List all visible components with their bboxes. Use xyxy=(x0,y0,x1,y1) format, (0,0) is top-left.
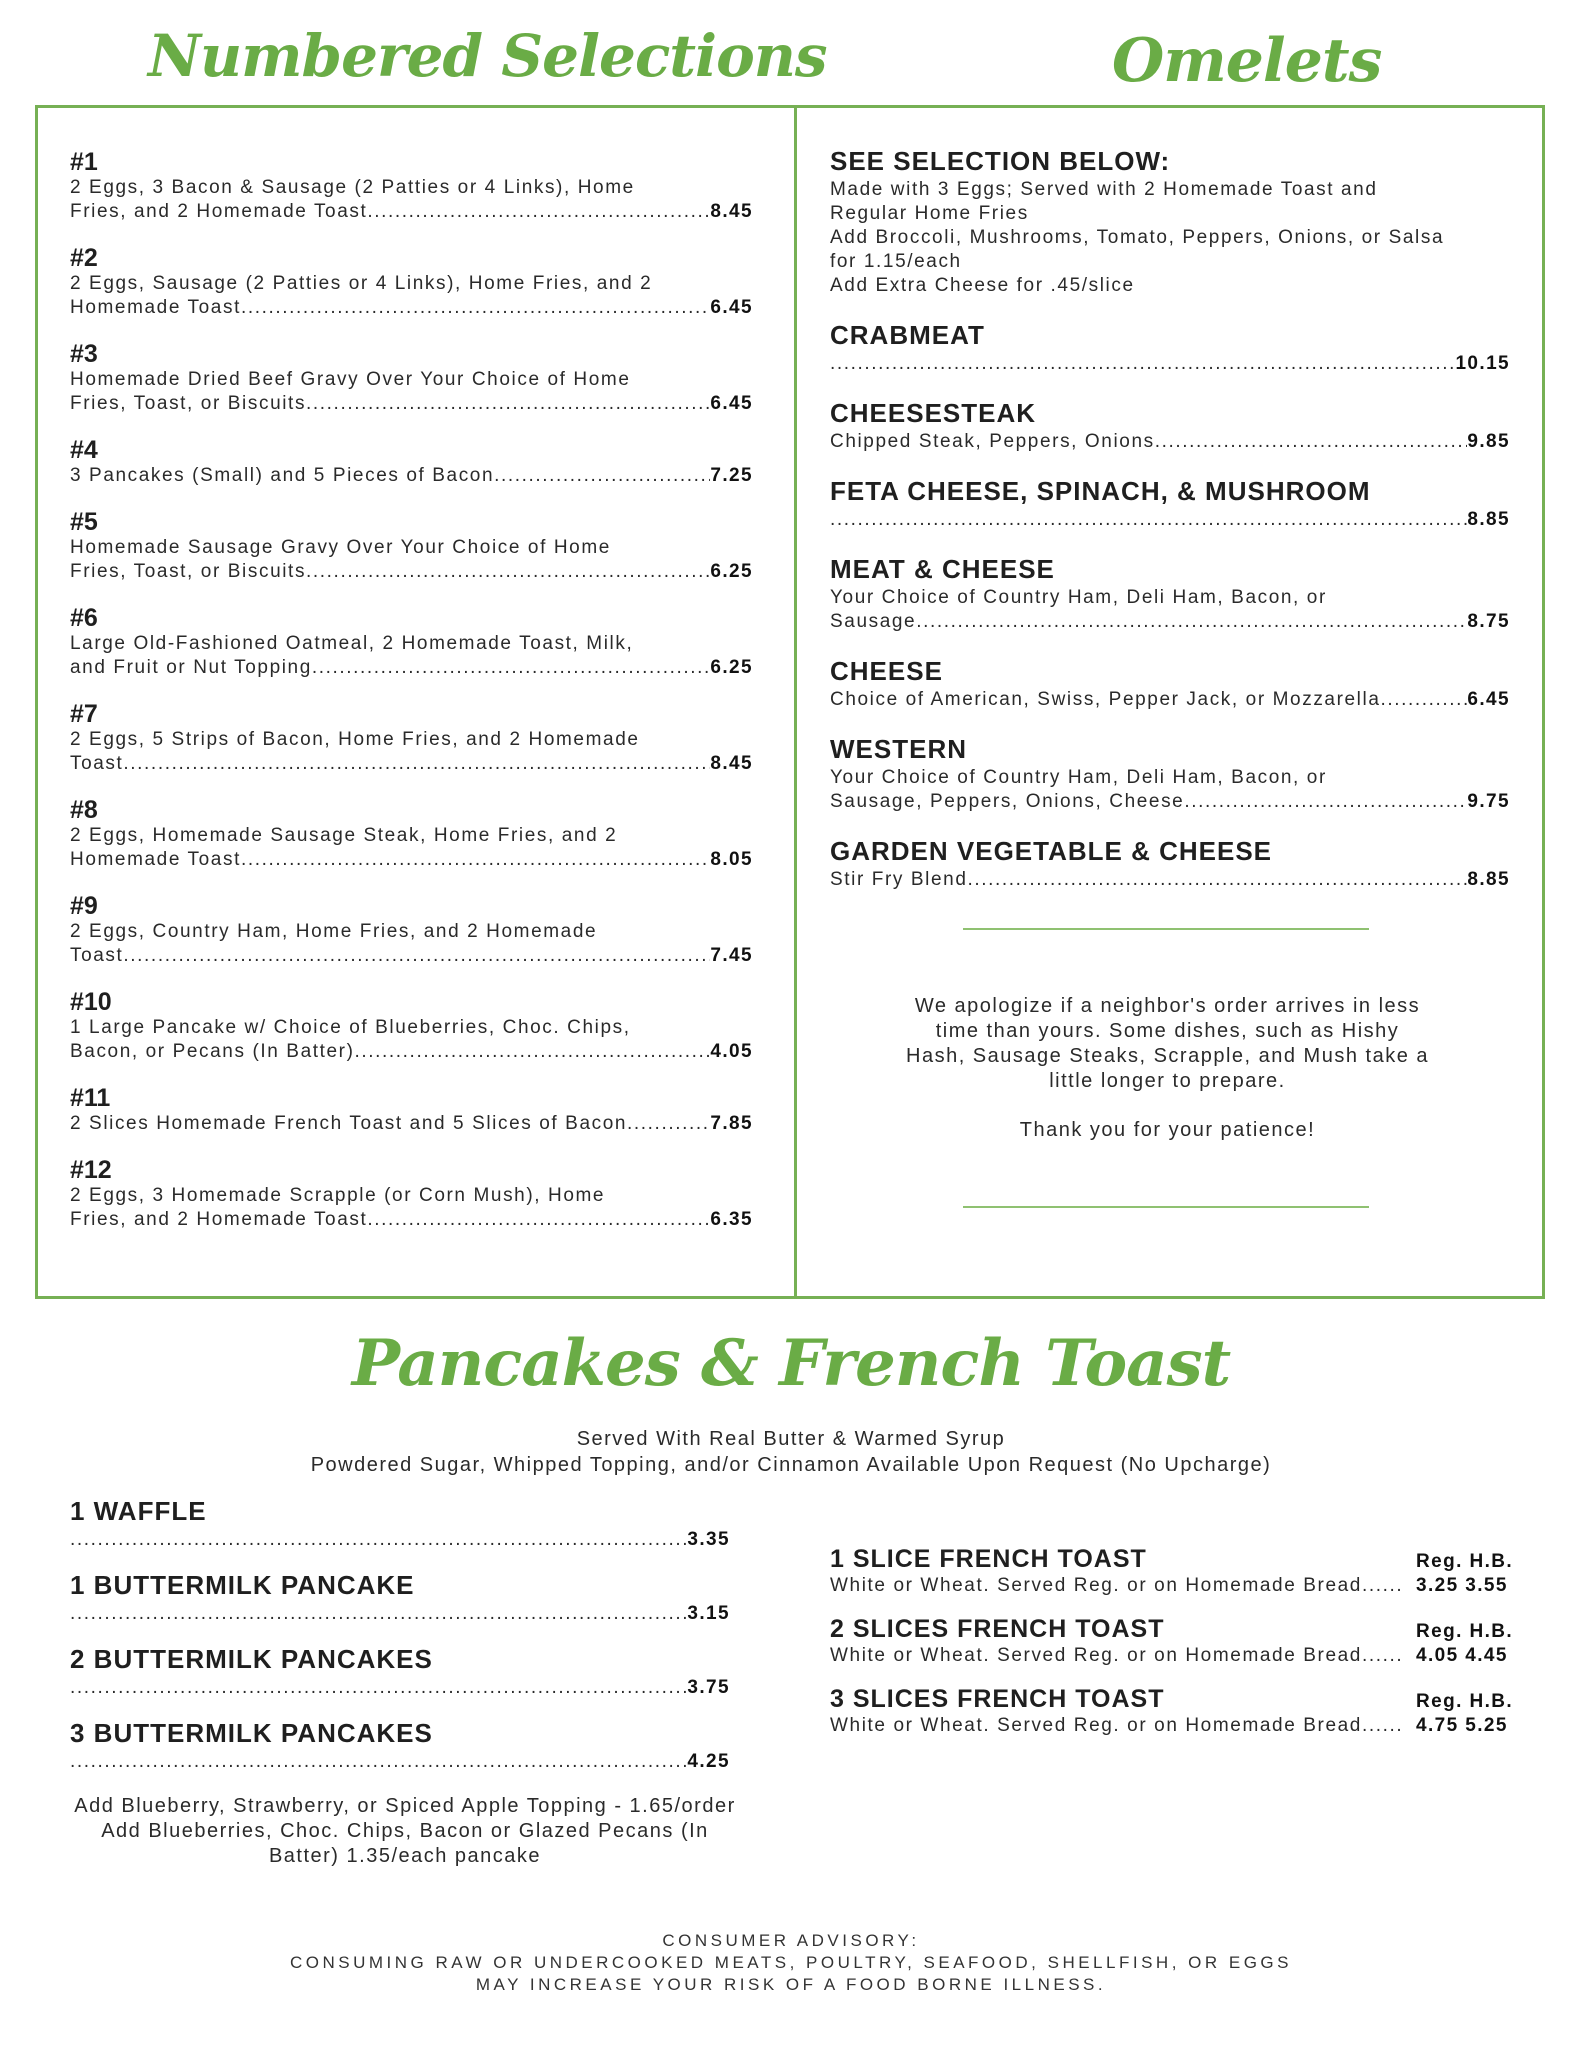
item-name: 3 SLICES FRENCH TOAST xyxy=(830,1685,1165,1713)
omelet-item xyxy=(830,398,1510,454)
numbered-item xyxy=(70,1084,753,1136)
price-line xyxy=(70,1750,730,1774)
price-line xyxy=(70,1040,753,1064)
item-description: Fries, Toast, or Biscuits xyxy=(70,393,307,414)
omelet-items xyxy=(830,320,1510,892)
pancake-item xyxy=(70,1570,730,1626)
omelet-intro xyxy=(830,146,1510,298)
omelet-item xyxy=(830,476,1510,532)
item-price: 6.25 xyxy=(710,657,753,678)
item-price: 8.45 xyxy=(710,753,753,774)
dot-leader xyxy=(70,1528,687,1552)
item-description: Homemade Toast xyxy=(70,849,241,870)
price-line xyxy=(70,464,753,488)
price-header: Reg. H.B. xyxy=(1416,1691,1514,1712)
item-description: White or Wheat. Served Reg. or on Homemade Bread...... xyxy=(830,1645,1404,1666)
item-description: Your Choice of Country Ham, Deli Ham, Bacon, or xyxy=(830,587,1327,608)
dot-leader xyxy=(830,352,1455,376)
item-number: #7 xyxy=(70,700,98,728)
price-column xyxy=(1416,1690,1520,1738)
numbered-item xyxy=(70,892,753,968)
french-toast-item xyxy=(830,1544,1520,1596)
numbered-item xyxy=(70,508,753,584)
item-description: Fries, Toast, or Biscuits xyxy=(70,561,307,582)
item-name: WESTERN xyxy=(830,734,967,764)
pancakes-list xyxy=(70,1496,730,1792)
numbered-item xyxy=(70,436,753,488)
numbered-item xyxy=(70,340,753,416)
item-description: Homemade Sausage Gravy Over Your Choice of Home xyxy=(70,537,611,558)
item-number: #9 xyxy=(70,892,98,920)
item-description: Fries, and 2 Homemade Toast xyxy=(70,1209,368,1230)
price-line xyxy=(830,790,1510,814)
item-description: 3 Pancakes (Small) and 5 Pieces of Bacon xyxy=(70,465,495,486)
dot-leader xyxy=(494,464,710,488)
price-header: Reg. H.B. xyxy=(1416,1551,1514,1572)
item-name: CHEESESTEAK xyxy=(830,398,1037,428)
item-price: 3.35 xyxy=(687,1529,730,1550)
item-description: Bacon, or Pecans (In Batter) xyxy=(70,1041,355,1062)
numbered-item xyxy=(70,700,753,776)
price-line xyxy=(830,430,1510,454)
item-description: 2 Slices Homemade French Toast and 5 Slices of Bacon xyxy=(70,1113,628,1134)
omelet-intro-heading: SEE SELECTION BELOW: xyxy=(830,146,1171,176)
dot-leader xyxy=(1184,790,1467,814)
item-description: Sausage, Peppers, Onions, Cheese xyxy=(830,791,1185,812)
item-name: GARDEN VEGETABLE & CHEESE xyxy=(830,836,1273,866)
item-price: 6.45 xyxy=(1467,689,1510,710)
item-description: Homemade Toast xyxy=(70,297,241,318)
item-price: 3.15 xyxy=(687,1603,730,1624)
french-toast-item xyxy=(830,1684,1520,1736)
pancake-addons xyxy=(40,1794,770,1869)
dot-leader xyxy=(241,296,710,320)
item-number: #2 xyxy=(70,244,98,272)
item-name: MEAT & CHEESE xyxy=(830,554,1055,584)
apology-note xyxy=(880,994,1455,1143)
pancake-item xyxy=(70,1718,730,1774)
item-description: 1 Large Pancake w/ Choice of Blueberries, Choc. Chips, xyxy=(70,1017,631,1038)
item-number: #5 xyxy=(70,508,98,536)
item-description: Chipped Steak, Peppers, Onions xyxy=(830,431,1155,452)
apology-line: We apologize if a neighbor's order arrives in less xyxy=(914,995,1421,1017)
omelet-item xyxy=(830,836,1510,892)
price-line xyxy=(70,296,753,320)
item-prices: 4.05 4.45 xyxy=(1416,1645,1508,1666)
omelet-intro-line: Add Extra Cheese for .45/slice xyxy=(830,275,1135,296)
item-price: 8.85 xyxy=(1467,869,1510,890)
numbered-item xyxy=(70,796,753,872)
dot-leader xyxy=(830,508,1467,532)
omelet-item xyxy=(830,734,1510,814)
price-line xyxy=(70,752,753,776)
pancake-item xyxy=(70,1496,730,1552)
omelets-title: Omelets xyxy=(1112,26,1382,96)
item-description: 2 Eggs, Homemade Sausage Steak, Home Fries, and 2 xyxy=(70,825,618,846)
subtitle-line: Served With Real Butter & Warmed Syrup xyxy=(576,1428,1006,1450)
dot-leader xyxy=(367,1208,710,1232)
thanks-note: Thank you for your patience! xyxy=(1019,1119,1316,1141)
numbered-item xyxy=(70,988,753,1064)
omelet-item xyxy=(830,656,1510,712)
price-line xyxy=(70,1112,753,1136)
price-line xyxy=(70,1528,730,1552)
item-price: 6.35 xyxy=(710,1209,753,1230)
price-line xyxy=(830,352,1510,376)
item-description: Fries, and 2 Homemade Toast xyxy=(70,201,368,222)
omelet-intro-line: Regular Home Fries xyxy=(830,203,1029,224)
item-price: 7.25 xyxy=(710,465,753,486)
item-price: 6.45 xyxy=(710,297,753,318)
dot-leader xyxy=(1381,688,1468,712)
advisory-line: CONSUMING RAW OR UNDERCOOKED MEATS, POULTRY, SEAFOOD, SHELLFISH, OR EGGS xyxy=(289,1953,1292,1972)
advisory-line: MAY INCREASE YOUR RISK OF A FOOD BORNE ILLNESS. xyxy=(475,1975,1107,1994)
dot-leader xyxy=(306,560,710,584)
item-price: 3.75 xyxy=(687,1677,730,1698)
pancakes-subtitle xyxy=(0,1426,1582,1478)
item-prices: 3.25 3.55 xyxy=(1416,1575,1508,1596)
item-description: White or Wheat. Served Reg. or on Homemade Bread...... xyxy=(830,1715,1404,1736)
item-description: 2 Eggs, Sausage (2 Patties or 4 Links), Home Fries, and 2 xyxy=(70,273,653,294)
price-line xyxy=(70,848,753,872)
item-price: 8.85 xyxy=(1467,509,1510,530)
pancake-item xyxy=(70,1644,730,1700)
item-number: #1 xyxy=(70,148,98,176)
numbered-item xyxy=(70,1156,753,1232)
item-price: 8.05 xyxy=(710,849,753,870)
dot-leader xyxy=(968,868,1468,892)
item-description: 2 Eggs, 5 Strips of Bacon, Home Fries, and 2 Homemade xyxy=(70,729,640,750)
divider-rule xyxy=(963,1206,1369,1208)
item-name: 1 SLICE FRENCH TOAST xyxy=(830,1545,1147,1573)
omelet-intro-line: for 1.15/each xyxy=(830,251,962,272)
item-price: 10.15 xyxy=(1455,353,1510,374)
dot-leader xyxy=(70,1750,687,1774)
price-column xyxy=(1416,1620,1520,1668)
pancakes-french-toast-title: Pancakes & French Toast xyxy=(351,1326,1231,1401)
dot-leader xyxy=(123,752,710,776)
advisory-line: CONSUMER ADVISORY: xyxy=(662,1931,920,1950)
item-number: #8 xyxy=(70,796,98,824)
price-line xyxy=(830,688,1510,712)
price-line xyxy=(70,1676,730,1700)
dot-leader xyxy=(123,944,710,968)
item-price: 8.75 xyxy=(1467,611,1510,632)
item-price: 8.45 xyxy=(710,201,753,222)
addon-line: Add Blueberries, Choc. Chips, Bacon or Glazed Pecans (In xyxy=(101,1820,709,1842)
item-description: 2 Eggs, Country Ham, Home Fries, and 2 Homemade xyxy=(70,921,598,942)
item-description: 2 Eggs, 3 Homemade Scrapple (or Corn Mush), Home xyxy=(70,1185,606,1206)
omelet-item xyxy=(830,320,1510,376)
dot-leader xyxy=(70,1676,687,1700)
dot-leader xyxy=(306,392,710,416)
addon-line: Batter) 1.35/each pancake xyxy=(268,1845,542,1867)
item-description: Homemade Dried Beef Gravy Over Your Choice of Home xyxy=(70,369,631,390)
item-name: 2 SLICES FRENCH TOAST xyxy=(830,1615,1165,1643)
item-price: 7.85 xyxy=(710,1113,753,1134)
dot-leader xyxy=(916,610,1467,634)
column-divider xyxy=(794,108,797,1296)
omelets-list xyxy=(830,146,1510,914)
item-description: Stir Fry Blend xyxy=(830,869,968,890)
apology-line: little longer to prepare. xyxy=(1049,1070,1286,1092)
numbered-item xyxy=(70,604,753,680)
item-description: White or Wheat. Served Reg. or on Homemade Bread...... xyxy=(830,1575,1404,1596)
dot-leader xyxy=(627,1112,710,1136)
price-line xyxy=(830,868,1510,892)
price-line xyxy=(70,1602,730,1626)
item-price: 4.25 xyxy=(687,1751,730,1772)
item-price: 9.75 xyxy=(1467,791,1510,812)
apology-line: time than yours. Some dishes, such as Hishy xyxy=(935,1020,1400,1042)
item-number: #10 xyxy=(70,988,112,1016)
price-line xyxy=(830,508,1510,532)
item-name: CHEESE xyxy=(830,656,943,686)
price-column xyxy=(1416,1550,1520,1598)
price-header: Reg. H.B. xyxy=(1416,1621,1514,1642)
item-number: #4 xyxy=(70,436,98,464)
price-line xyxy=(70,944,753,968)
french-toast-list xyxy=(830,1544,1520,1754)
item-description: Your Choice of Country Ham, Deli Ham, Bacon, or xyxy=(830,767,1327,788)
apology-line: Hash, Sausage Steaks, Scrapple, and Mush take a xyxy=(906,1045,1429,1067)
item-name: 1 BUTTERMILK PANCAKE xyxy=(70,1570,415,1600)
omelet-intro-line: Made with 3 Eggs; Served with 2 Homemade Toast and xyxy=(830,179,1378,200)
item-name: 2 BUTTERMILK PANCAKES xyxy=(70,1644,433,1674)
item-price: 6.45 xyxy=(710,393,753,414)
dot-leader xyxy=(241,848,710,872)
item-description: Toast xyxy=(70,945,124,966)
item-price: 4.05 xyxy=(710,1041,753,1062)
dot-leader xyxy=(312,656,711,680)
price-line xyxy=(70,656,753,680)
price-line xyxy=(70,560,753,584)
item-description: Toast xyxy=(70,753,124,774)
numbered-selections-title: Numbered Selections xyxy=(148,22,827,90)
dot-leader xyxy=(367,200,710,224)
dot-leader xyxy=(355,1040,711,1064)
item-description: Choice of American, Swiss, Pepper Jack, or Mozzarella xyxy=(830,689,1381,710)
omelet-item xyxy=(830,554,1510,634)
dot-leader xyxy=(70,1602,687,1626)
item-number: #11 xyxy=(70,1084,111,1112)
item-name: 3 BUTTERMILK PANCAKES xyxy=(70,1718,433,1748)
subtitle-line: Powdered Sugar, Whipped Topping, and/or Cinnamon Available Upon Request (No Upcharge) xyxy=(310,1454,1272,1476)
item-name: FETA CHEESE, SPINACH, & MUSHROOM xyxy=(830,476,1371,506)
item-number: #6 xyxy=(70,604,98,632)
dot-leader xyxy=(1155,430,1468,454)
item-name: 1 WAFFLE xyxy=(70,1496,207,1526)
item-description: Sausage xyxy=(830,611,917,632)
item-description: 2 Eggs, 3 Bacon & Sausage (2 Patties or 4 Links), Home xyxy=(70,177,635,198)
omelet-intro-line: Add Broccoli, Mushrooms, Tomato, Peppers, Onions, or Salsa xyxy=(830,227,1445,248)
item-price: 6.25 xyxy=(710,561,753,582)
french-toast-item xyxy=(830,1614,1520,1666)
item-number: #12 xyxy=(70,1156,112,1184)
item-number: #3 xyxy=(70,340,98,368)
addon-line: Add Blueberry, Strawberry, or Spiced Apple Topping - 1.65/order xyxy=(74,1795,736,1817)
divider-rule xyxy=(963,928,1369,930)
numbered-selections-list xyxy=(70,148,753,1252)
item-description: and Fruit or Nut Topping xyxy=(70,657,312,678)
numbered-item xyxy=(70,244,753,320)
item-prices: 4.75 5.25 xyxy=(1416,1715,1508,1736)
item-price: 9.85 xyxy=(1467,431,1510,452)
price-line xyxy=(830,610,1510,634)
item-price: 7.45 xyxy=(710,945,753,966)
item-description: Large Old-Fashioned Oatmeal, 2 Homemade Toast, Milk, xyxy=(70,633,634,654)
price-line xyxy=(70,392,753,416)
consumer-advisory xyxy=(0,1930,1582,1996)
price-line xyxy=(70,1208,753,1232)
numbered-item xyxy=(70,148,753,224)
price-line xyxy=(70,200,753,224)
item-name: CRABMEAT xyxy=(830,320,985,350)
